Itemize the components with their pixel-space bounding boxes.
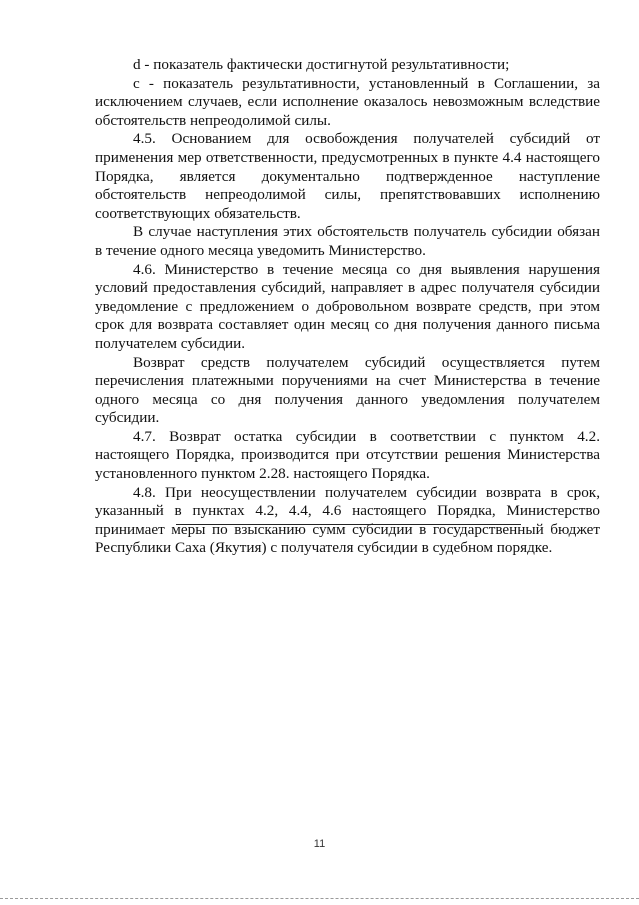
paragraph-refund-procedure: Возврат средств получателем субсидий осуществляется путем перечисления платежными поручениями на счет Министерства в течение одного месяца со дня получения данного уведомления получателем субсидии. (95, 353, 600, 427)
page-number: 11 (313, 838, 326, 850)
paragraph-4-6: 4.6. Министерство в течение месяца со дня выявления нарушения условий предоставления субсидий, направляет в адрес получателя субсидии уведомление с предложением о добровольном возврате средств, при этом срок для возврата составляет один месяц со дня получения данного письма получателем субсидии. (95, 260, 600, 352)
scan-bottom-edge (0, 898, 639, 899)
end-of-section-rule (176, 524, 521, 525)
document-body (95, 56, 600, 558)
paragraph-4-8: 4.8. При неосуществлении получателем субсидии возврата в срок, указанный в пунктах 4.2, 4.4, 4.6 настоящего Порядка, Министерство принимает меры по взысканию сумм субсидии в государственный бюджет Республики Саха (Якутия) с получателя субсидии в судебном порядке. (95, 483, 600, 557)
paragraph-4-7: 4.7. Возврат остатка субсидии в соответствии с пунктом 4.2. настоящего Порядка, производится при отсутствии решения Министерства установленного пунктом 2.28. настоящего Порядка. (95, 427, 600, 483)
paragraph-indicator-c: с - показатель результативности, установленный в Соглашении, за исключением случаев, если исполнение оказалось невозможным вследствие обстоятельств непреодолимой силы. (95, 74, 600, 129)
paragraph-force-majeure-notice: В случае наступления этих обстоятельств получатель субсидии обязан в течение одного месяца уведомить Министерство. (95, 223, 600, 259)
paragraph-4-5: 4.5. Основанием для освобождения получателей субсидий от применения мер ответственности, предусмотренных в пункте 4.4 настоящего Порядка, является документально подтвержденное наступление обстоятельств непреодолимой силы, препятствовавших исполнению соответствующих обязательств. (95, 130, 600, 222)
paragraph-indicator-d: d - показатель фактически достигнутой результативности; (133, 56, 510, 73)
